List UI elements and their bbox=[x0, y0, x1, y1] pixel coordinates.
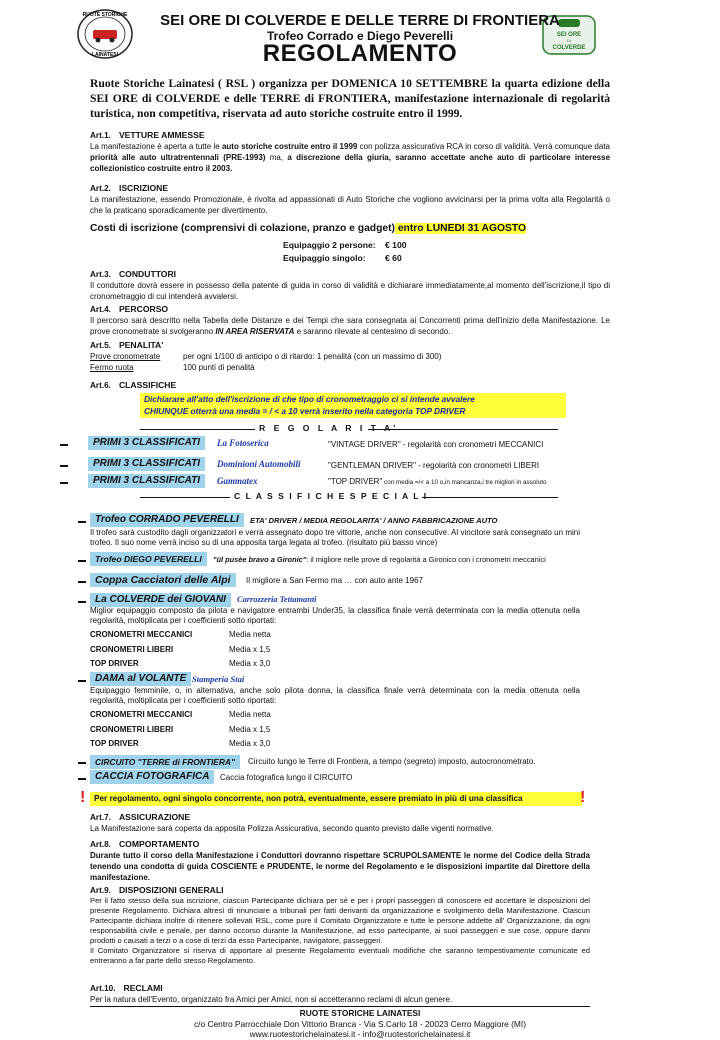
caccia-pill: CACCIA FOTOGRAFICA bbox=[90, 770, 214, 784]
footer-contacts: www.ruotestorichelainatesi.it - info@ruotestorichelainatesi.it bbox=[249, 1029, 471, 1039]
article-2 bbox=[90, 183, 610, 216]
article-title: RECLAMI bbox=[123, 983, 163, 993]
article-text: Il conduttore dovrà essere in possesso della patente di guida in corso di validità e dichiarare immediatamente,al momento dell'iscrizione,il tipo di cronometraggio di cui intenderà avvalersi. bbox=[90, 281, 610, 301]
trofeo-corrado-criteria: ETA' DRIVER / MEDIA REGOLARITA' / ANNO FABBRICAZIONE AUTO bbox=[250, 516, 498, 525]
article-number: Art.2. bbox=[90, 184, 111, 193]
article-number: Art.5. bbox=[90, 341, 111, 350]
article-text: Per il fatto stesso della sua iscrizione, ciascun Partecipante dichiara per sè e per i propri passeggeri di conoscere ed accettare le disposizioni del presente Regolamento. Dichiara altresì di rinunciare a tribunali per fatti derivanti da organizzazione e svolgimento della Manifestazione. Ciascun Partecipante dichiara inoltre di ritenere sollevati RSL, come pure il Comitato Organizzatore e tutte le persone addette all' Organizzazione, da ogni responsabilità civile e penale, per danno occorso durante la Manifestazione, ad esso partecipante, ai suoi passeggeri e sue cose, oppure danni prodotti o causati a terzi o a cose di terzi da esso Partecipante, navigatore, passeggeri. bbox=[90, 896, 590, 945]
separator-line bbox=[140, 497, 230, 498]
event-title: SEI ORE DI COLVERDE E DELLE TERRE DI FRONTIERA bbox=[160, 12, 560, 29]
classification-note-1: Dichiarare all'atto dell'iscrizione di che tipo di cronometraggio ci si intende avvalere bbox=[144, 394, 475, 404]
separator-line bbox=[422, 497, 558, 498]
warning-text: Per regolamento, ogni singolo concorrente, non potrà, eventualmente, essere premiato in più di una classifica bbox=[90, 792, 582, 806]
footer-address: c/o Centro Parrocchiale Don Vittorio Branca - Via S.Carlo 18 - 20023 Cerro Maggiore (MI) bbox=[193, 1019, 527, 1029]
dash-marker bbox=[78, 581, 86, 583]
coppa-cacciatori-text: Il migliore a San Fermo ma … con auto ante 1967 bbox=[246, 576, 423, 585]
eq1-label: Equipaggio singolo: bbox=[283, 253, 366, 263]
dash-marker bbox=[78, 778, 86, 780]
dama-coefficients bbox=[90, 708, 271, 752]
separator-line bbox=[368, 429, 558, 430]
dash-marker bbox=[60, 465, 68, 467]
penalty-value-2: 100 punti di penalità bbox=[183, 363, 255, 372]
article-number: Art.1. bbox=[90, 131, 111, 140]
article-4 bbox=[90, 304, 610, 337]
category-vintage: "VINTAGE DRIVER" - regolarità con cronometri MECCANICI bbox=[328, 440, 544, 449]
sponsor-fotoserica: La Fotoserica bbox=[217, 438, 269, 448]
article-8 bbox=[90, 839, 590, 883]
costs-deadline: entro LUNEDI 31 AGOSTO bbox=[394, 223, 526, 234]
warning-mark-right: ! bbox=[580, 789, 586, 806]
trofeo-corrado-text: Il trofeo sarà custodito dagli organizzatori e verrà assegnato dopo tre vittorie, anche non consecutive. Al vincitore sarà consegnato un mini trofeo. Il suo nome verrà inciso su di una apposita targa legata al trofeo. (risultato più basso vince) bbox=[90, 528, 580, 547]
event-subtitle: Trofeo Corrado e Diego Peverelli bbox=[266, 29, 454, 43]
separator-line bbox=[140, 429, 255, 430]
logo-text-3: COLVERDE bbox=[552, 45, 586, 51]
trofeo-diego-pill: Trofeo DIEGO PEVERELLI bbox=[90, 552, 207, 566]
dash-marker bbox=[60, 444, 68, 446]
costs-label: Costi di iscrizione (comprensivi di colazione, pranzo e gadget) bbox=[90, 223, 395, 234]
article-5 bbox=[90, 340, 610, 373]
article-number: Art.10. bbox=[90, 984, 116, 993]
table-row: CRONOMETRI LIBERI Media x 1,5 bbox=[90, 724, 271, 734]
sponsor-stai: Stamperia Stai bbox=[192, 674, 245, 684]
circuito-pill: CIRCUITO "TERRE di FRONTIERA" bbox=[90, 755, 240, 769]
article-text: Per la natura dell'Evento, organizzato fra Amici per Amici, non si accetteranno reclami di alcun genere. bbox=[90, 995, 453, 1004]
article-text: La manifestazione è aperta a tutte le auto storiche costruite entro il 1999 con polizza assicurativa RCA in corso di validità. Verrà comunque data priorità alle auto ultratrentennali (PRE-1993) ma, a discrezione della giuria, saranno accettate anche auto di particolare interesse collezionistico costruite entro il 2003. bbox=[90, 142, 611, 173]
trofeo-diego-text: "ül pusèe bravo a Gironic": il migliore nelle prove di regolarità a Gironico con i cronometri meccanici bbox=[213, 555, 546, 564]
article-text: La manifestazione, essendo Promozionale, è rivolta ad appassionati di Auto Storiche che vogliono avvicinarsi per la prima volta alla Regolarità o che la praticano sporadicamente per divertimento. bbox=[90, 195, 610, 215]
article-number: Art.6. bbox=[90, 381, 111, 390]
podium-pill-1: PRIMI 3 CLASSIFICATI bbox=[88, 436, 205, 450]
dash-marker bbox=[60, 482, 68, 484]
footer-org: RUOTE STORICHE LAINATESI bbox=[299, 1008, 421, 1018]
classification-note-2: CHIUNQUE otterrà una media = / < a 10 verrà inserito nella categoria TOP DRIVER bbox=[144, 405, 466, 416]
article-text-2: Il Comitato Organizzatore si riserva di apportare al presente Regolamento eventuali modifiche che saranno tempestivamente comunicate ed entreranno a far parte dello stesso Regolamento. bbox=[90, 946, 590, 965]
category-top-driver: "TOP DRIVER" con media =/< a 10 o,in mancanza,i tre migliori in assoluto bbox=[328, 477, 547, 486]
dash-marker bbox=[78, 521, 86, 523]
article-title: ISCRIZIONE bbox=[118, 183, 169, 193]
article-title: COMPORTAMENTO bbox=[118, 839, 200, 849]
article-9 bbox=[90, 885, 590, 966]
giovani-coefficients bbox=[90, 628, 271, 672]
podium-pill-3: PRIMI 3 CLASSIFICATI bbox=[88, 474, 205, 488]
article-1 bbox=[90, 130, 610, 174]
caccia-text: Caccia fotografica lungo il CIRCUITO bbox=[220, 773, 353, 782]
sponsor-tettamanti: Carrozzeria Tettamanti bbox=[237, 595, 317, 604]
article-10 bbox=[90, 983, 590, 1005]
coppa-cacciatori-pill: Coppa Cacciatori delle Alpi bbox=[90, 573, 236, 587]
eq2-label: Equipaggio 2 persone: bbox=[283, 240, 376, 250]
logo-text-bottom: LAINATESI bbox=[91, 52, 119, 58]
dash-marker bbox=[78, 601, 86, 603]
table-row: CRONOMETRI MECCANICI Media netta bbox=[90, 710, 271, 719]
penalty-label-2: Fermo ruota bbox=[90, 363, 134, 372]
article-text: Il percorso sarà descritto nella Tabella delle Distanze e dei Tempi che sara consegnata ai Concorrenti prima dell'inizio della Manifestazione. Le prove cronometrate si svolgeranno IN AREA RISERVATA e saranno rilevate al centesimo di secondo. bbox=[90, 316, 610, 336]
article-title: PERCORSO bbox=[118, 304, 169, 314]
table-row: TOP DRIVER Media x 3,0 bbox=[90, 659, 271, 668]
dash-marker bbox=[78, 560, 86, 562]
article-text: Durante tutto il corso della Manifestazione i Conduttori dovranno rispettare SCRUPOLSAMENTE le norme del Codice della Strada tenendo una condotta di guida COSCIENTE e PRUDENTE, le norme del Regolamento e le disposizioni impartite dal Direttore della manifestazione. bbox=[90, 851, 590, 882]
classification-note bbox=[140, 393, 566, 418]
speciali-heading: C L A S S I F I C H E S P E C I A L I bbox=[234, 491, 428, 501]
podium-pill-2: PRIMI 3 CLASSIFICATI bbox=[88, 457, 205, 471]
article-3 bbox=[90, 269, 610, 302]
logo-text-top: RUOTE STORICHE bbox=[82, 12, 128, 18]
article-title: CONDUTTORI bbox=[118, 269, 177, 279]
dash-marker bbox=[78, 680, 86, 682]
penalty-value-1: per ogni 1/100 di anticipo o di ritardo: 1 penalità (con un massimo di 300) bbox=[183, 352, 442, 361]
category-gentleman: "GENTLEMAN DRIVER" - regolarità con cronometri LIBERI bbox=[328, 461, 540, 470]
article-number: Art.3. bbox=[90, 270, 111, 279]
article-7 bbox=[90, 812, 590, 834]
article-number: Art.4. bbox=[90, 305, 111, 314]
table-row: CRONOMETRI LIBERI Media x 1,5 bbox=[90, 644, 271, 654]
sponsor-dominioni: Dominioni Automobili bbox=[217, 459, 301, 469]
regolarita-heading: R E G O L A R I T A' bbox=[259, 423, 399, 433]
article-title: PENALITA' bbox=[118, 340, 164, 350]
article-title: VETTURE AMMESSE bbox=[118, 130, 205, 140]
dama-text: Equipaggio femminile, o, in alternativa, anche solo pilota donna, la classifica finale verrà determinata con la media ottenuta nella regolarità, moltiplicata per i coefficienti sotto riportati: bbox=[90, 686, 580, 705]
article-text: La Manifestazione sarà coperta da apposita Polizza Assicurativa, secondo quanto previsto dalle vigenti normative. bbox=[90, 824, 494, 833]
penalty-label-1: Prove cronometrate bbox=[90, 352, 161, 361]
article-title: ASSICURAZIONE bbox=[118, 812, 191, 822]
eq1-value: € 60 bbox=[385, 253, 402, 263]
trofeo-corrado-pill: Trofeo CORRADO PEVERELLI bbox=[90, 513, 244, 527]
warning-mark-left: ! bbox=[80, 789, 86, 806]
table-row: TOP DRIVER Media x 3,0 bbox=[90, 739, 271, 748]
giovani-text: Miglior equipaggio composto da pilota e navigatore entrambi Under35, la classifica finale verrà determinata con la media ottenuta nella regolarità, moltiplicata per i coefficienti sotto riportati: bbox=[90, 606, 580, 625]
costs-line bbox=[90, 223, 610, 234]
sponsor-gammatex: Gammatex bbox=[217, 476, 258, 486]
intro-paragraph: Ruote Storiche Lainatesi ( RSL ) organizza per DOMENICA 10 SETTEMBRE la quarta edizione della SEI ORE di COLVERDE e delle TERRE di FRONTIERA, manifestazione internazionale di regolarità turistica, non competitiva, riservata ad auto storiche costruite entro il 1999. bbox=[90, 77, 610, 120]
footer-divider bbox=[90, 1006, 590, 1007]
giovani-pill: La COLVERDE dei GIOVANI bbox=[90, 593, 231, 607]
logo-text-1: SEI ORE bbox=[556, 32, 582, 38]
article-number: Art.8. bbox=[90, 840, 111, 849]
page-heading: REGOLAMENTO bbox=[262, 40, 458, 67]
article-title: DISPOSIZIONI GENERALI bbox=[118, 885, 224, 895]
eq2-value: € 100 bbox=[385, 240, 407, 250]
article-number: Art.9. bbox=[90, 886, 111, 895]
article-number: Art.7. bbox=[90, 813, 111, 822]
dash-marker bbox=[78, 762, 86, 764]
table-row: CRONOMETRI MECCANICI Media netta bbox=[90, 630, 271, 639]
logo-text-2: DI bbox=[567, 38, 571, 43]
article-6 bbox=[90, 380, 610, 391]
dama-pill: DAMA al VOLANTE bbox=[90, 672, 191, 686]
article-title: CLASSIFICHE bbox=[118, 380, 177, 390]
circuito-text: Circuito lungo le Terre di Frontiera, a tempo (segreto) imposto, autocronometrato. bbox=[248, 757, 536, 766]
